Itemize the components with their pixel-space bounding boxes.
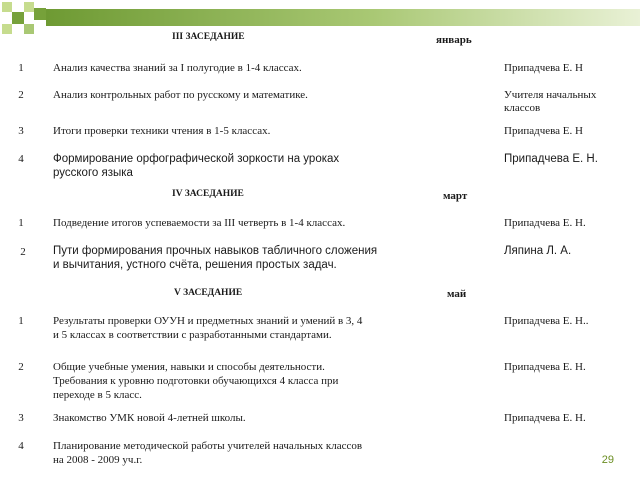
item-responsible: Припадчева Е. Н. bbox=[504, 361, 586, 373]
item-number: 1 bbox=[18, 62, 24, 74]
item-responsible: Припадчева Е. Н.. bbox=[504, 315, 589, 327]
item-text: русского языка bbox=[53, 167, 133, 179]
item-text: Планирование методической работы учителей начальных классов bbox=[53, 440, 363, 452]
item-responsible: Припадчева Е. Н bbox=[504, 125, 583, 137]
session-title: IV ЗАСЕДАНИЕ bbox=[172, 189, 244, 199]
item-number: 3 bbox=[18, 125, 24, 137]
item-text: и 5 классах в соответствии с разработанными стандартами. bbox=[53, 329, 332, 341]
item-text: Общие учебные умения, навыки и способы деятельности. bbox=[53, 361, 325, 373]
item-number: 1 bbox=[18, 315, 24, 327]
item-responsible: Ляпина Л. А. bbox=[504, 245, 572, 257]
session-month: март bbox=[443, 190, 468, 202]
header-bar bbox=[46, 9, 640, 26]
item-number: 4 bbox=[18, 440, 24, 452]
item-text: Пути формирования прочных навыков табличного сложения bbox=[53, 245, 378, 257]
session-title: III ЗАСЕДАНИЕ bbox=[172, 32, 245, 42]
item-number: 1 bbox=[18, 217, 24, 229]
deco-square bbox=[12, 12, 24, 24]
item-number: 2 bbox=[18, 361, 24, 373]
deco-square bbox=[2, 24, 12, 34]
item-responsible: Припадчева Е. Н. bbox=[504, 412, 586, 424]
item-responsible: Учителя начальных bbox=[504, 89, 597, 101]
item-number: 2 bbox=[18, 89, 24, 101]
item-text: Итоги проверки техники чтения в 1-5 классах. bbox=[53, 125, 271, 137]
item-text: Формирование орфографической зоркости на уроках bbox=[53, 153, 340, 165]
item-text: и вычитания, устного счёта, решения простых задач. bbox=[53, 259, 337, 271]
item-responsible: классов bbox=[504, 102, 541, 114]
item-text: Анализ контрольных работ по русскому и математике. bbox=[53, 89, 308, 101]
session-month: май bbox=[447, 288, 467, 300]
item-text: Анализ качества знаний за I полугодие в 1-4 классах. bbox=[53, 62, 302, 74]
header-decoration bbox=[0, 0, 640, 36]
item-text: Результаты проверки ОУУН и предметных знаний и умений в 3, 4 bbox=[53, 315, 363, 327]
deco-square bbox=[34, 8, 46, 20]
page-number: 29 bbox=[601, 454, 614, 466]
item-responsible: Припадчева Е. Н. bbox=[504, 153, 598, 165]
item-text: Требования к уровню подготовки обучающихся 4 класса при bbox=[53, 375, 339, 387]
item-number: 2 bbox=[20, 246, 26, 258]
item-text: Подведение итогов успеваемости за III четверть в 1-4 классах. bbox=[53, 217, 346, 229]
item-number: 3 bbox=[18, 412, 24, 424]
session-month: январь bbox=[436, 34, 472, 46]
item-text: переходе в 5 класс. bbox=[53, 389, 142, 401]
item-text: Знакомство УМК новой 4-летней школы. bbox=[53, 412, 246, 424]
item-text: на 2008 - 2009 уч.г. bbox=[53, 454, 143, 466]
item-responsible: Припадчева Е. Н bbox=[504, 62, 583, 74]
item-responsible: Припадчева Е. Н. bbox=[504, 217, 586, 229]
deco-square bbox=[24, 2, 34, 12]
deco-square bbox=[2, 2, 12, 12]
session-title: V ЗАСЕДАНИЕ bbox=[174, 288, 243, 298]
deco-square bbox=[24, 24, 34, 34]
item-number: 4 bbox=[18, 153, 24, 165]
